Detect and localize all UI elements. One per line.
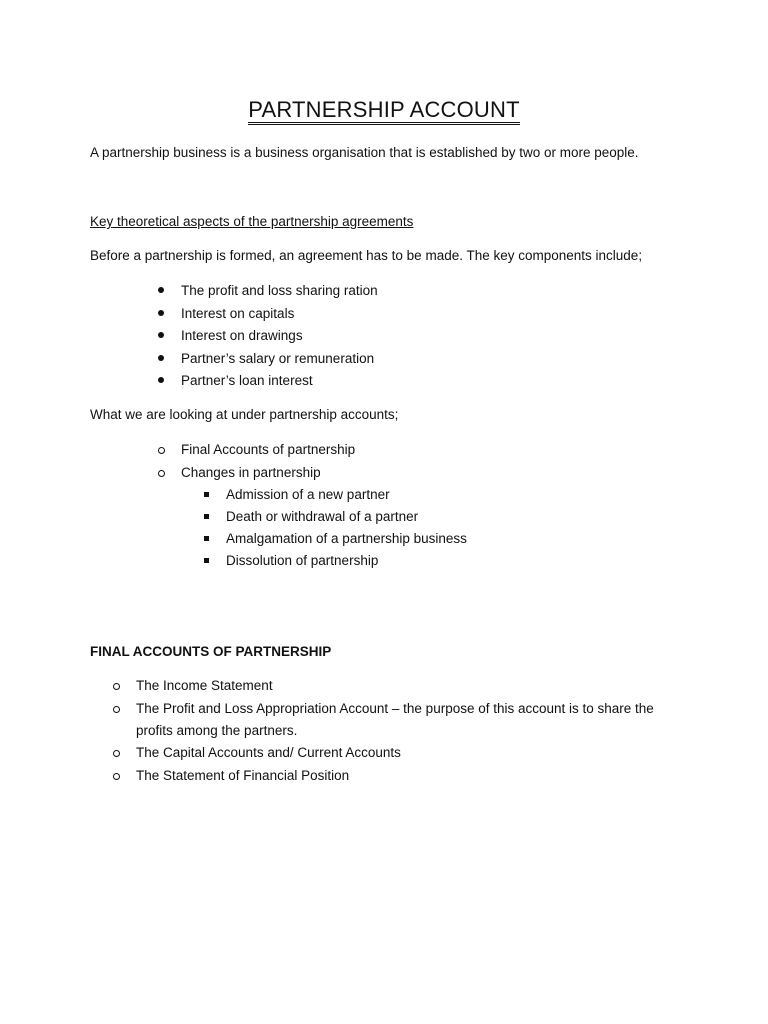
list-item-text: The profit and loss sharing ration xyxy=(181,283,378,298)
intro-paragraph: A partnership business is a business organisation that is established by two or more people. xyxy=(90,145,639,160)
list-item-text: Partner’s loan interest xyxy=(181,373,313,388)
list-item-text: Final Accounts of partnership xyxy=(181,442,356,457)
page-title-text: PARTNERSHIP ACCOUNT xyxy=(248,97,520,125)
list-item-text: The Income Statement xyxy=(136,678,273,693)
bullet-circle-icon xyxy=(113,750,120,757)
list-item-text: Dissolution of partnership xyxy=(226,553,379,568)
section-heading-final-accounts: FINAL ACCOUNTS OF PARTNERSHIP xyxy=(90,644,332,659)
list-item-text: Amalgamation of a partnership business xyxy=(226,531,467,546)
bullet-disc-icon xyxy=(158,377,164,383)
list-item-text-continuation: profits among the partners. xyxy=(136,723,298,738)
page-title xyxy=(0,96,768,124)
bullet-square-icon xyxy=(204,558,209,563)
section2-lead: What we are looking at under partnership accounts; xyxy=(90,407,399,422)
bullet-disc-icon xyxy=(158,310,164,316)
bullet-square-icon xyxy=(204,514,209,519)
list-item-text: Death or withdrawal of a partner xyxy=(226,509,419,524)
list-item-text: The Capital Accounts and/ Current Accounts xyxy=(136,745,401,760)
bullet-disc-icon xyxy=(158,287,164,293)
bullet-circle-icon xyxy=(158,470,165,477)
bullet-circle-icon xyxy=(113,683,120,690)
bullet-square-icon xyxy=(204,536,209,541)
list-item-text: Admission of a new partner xyxy=(226,487,390,502)
bullet-disc-icon xyxy=(158,355,164,361)
section1-lead: Before a partnership is formed, an agreement has to be made. The key components include; xyxy=(90,248,643,263)
list-item-text: Partner’s salary or remuneration xyxy=(181,351,375,366)
list-item-text: Interest on drawings xyxy=(181,328,303,343)
bullet-disc-icon xyxy=(158,332,164,338)
bullet-circle-icon xyxy=(113,706,120,713)
list-item-text: The Profit and Loss Appropriation Account – the purpose of this account is to share the xyxy=(136,701,654,716)
list-item-text: Interest on capitals xyxy=(181,306,295,321)
bullet-circle-icon xyxy=(113,773,120,780)
list-item-text: The Statement of Financial Position xyxy=(136,768,350,783)
bullet-circle-icon xyxy=(158,447,165,454)
bullet-square-icon xyxy=(204,492,209,497)
list-item-text: Changes in partnership xyxy=(181,465,321,480)
section-heading-key-aspects: Key theoretical aspects of the partnership agreements xyxy=(90,214,414,229)
